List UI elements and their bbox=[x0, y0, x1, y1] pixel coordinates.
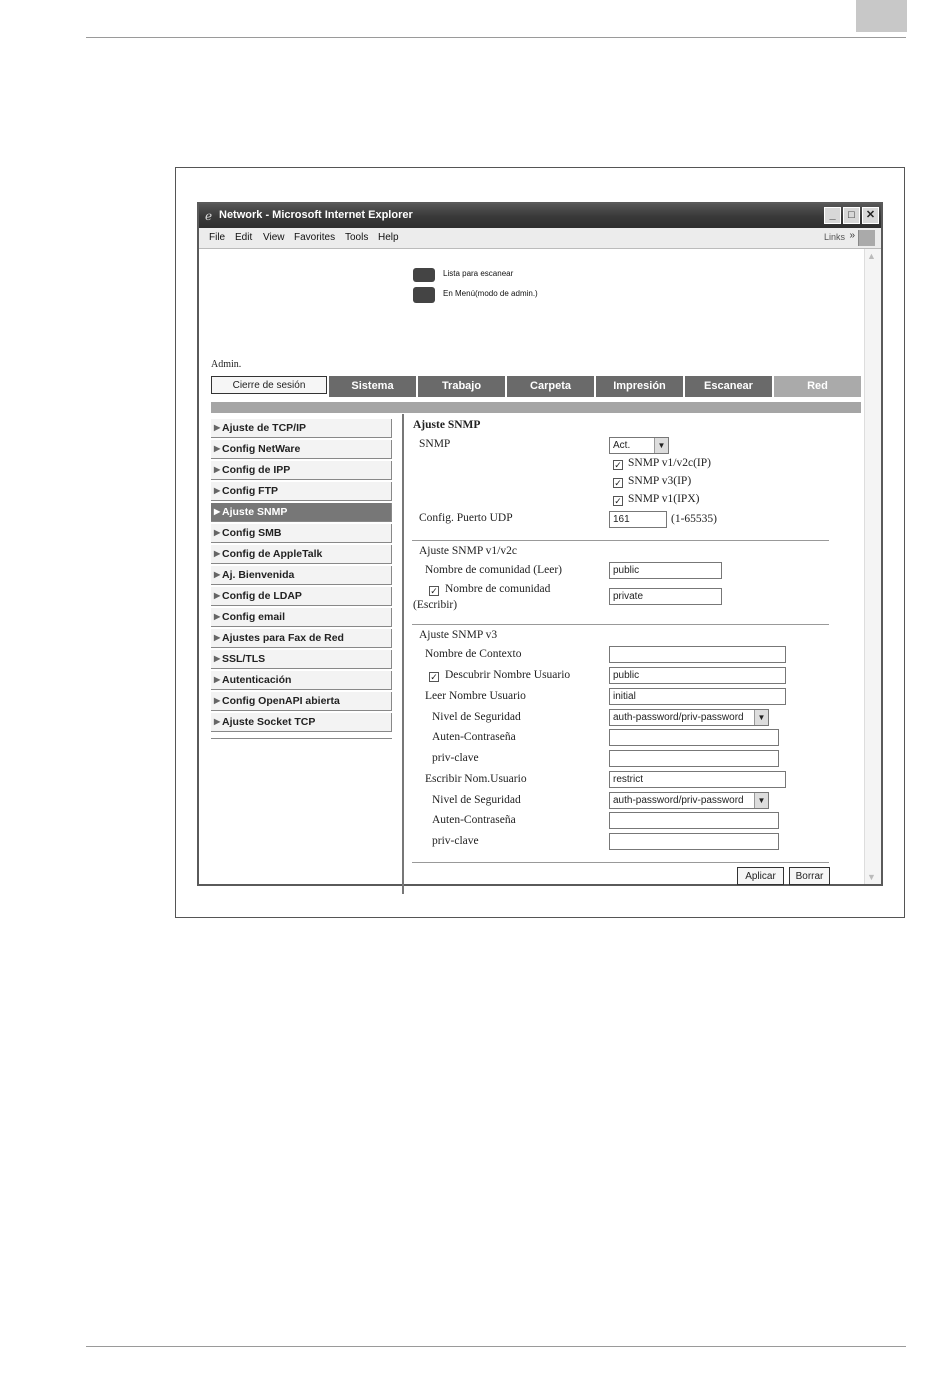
udp-port-range: (1-65535) bbox=[671, 513, 717, 525]
maximize-button[interactable]: □ bbox=[843, 207, 860, 224]
apply-button[interactable]: Aplicar bbox=[737, 867, 784, 885]
tab-red[interactable]: Red bbox=[774, 376, 861, 397]
arrow-icon: ▶ bbox=[214, 612, 221, 621]
browser-window bbox=[197, 202, 883, 886]
security-level-select-2[interactable]: auth-password/priv-password ▼ bbox=[609, 792, 769, 809]
chevron-down-icon: ▼ bbox=[754, 793, 768, 808]
section-divider bbox=[412, 540, 829, 541]
priv-key-input-2[interactable] bbox=[609, 833, 779, 850]
printer-icon bbox=[413, 268, 435, 282]
auth-password-input-2[interactable] bbox=[609, 812, 779, 829]
arrow-icon: ▶ bbox=[214, 654, 221, 663]
sidebar-item-ldap[interactable]: ▶ Config de LDAP bbox=[211, 587, 392, 606]
page-corner-tab bbox=[856, 0, 907, 32]
write-community-input[interactable]: private bbox=[609, 588, 722, 605]
priv-key-input[interactable] bbox=[609, 750, 779, 767]
tab-underline-band bbox=[211, 402, 861, 413]
snmp-select[interactable]: Act. ▼ bbox=[609, 437, 669, 454]
tab-escanear[interactable]: Escanear bbox=[685, 376, 772, 397]
v3-section-title: Ajuste SNMP v3 bbox=[419, 629, 498, 641]
security-level-select[interactable]: auth-password/priv-password ▼ bbox=[609, 709, 769, 726]
tab-sistema[interactable]: Sistema bbox=[329, 376, 416, 397]
sidebar-item-ipp[interactable]: ▶ Config de IPP bbox=[211, 461, 392, 480]
cb-snmp-v1-ipx[interactable]: ✓ bbox=[614, 496, 622, 506]
chevron-down-icon: ▼ bbox=[654, 438, 668, 453]
sidebar-item-socket-tcp[interactable]: ▶ Ajuste Socket TCP bbox=[211, 713, 392, 732]
menu-favorites[interactable]: Favorites bbox=[294, 232, 336, 243]
window-title: Network - Microsoft Internet Explorer bbox=[219, 209, 413, 221]
read-community-label: Nombre de comunidad (Leer) bbox=[425, 564, 562, 576]
arrow-icon: ▶ bbox=[214, 528, 221, 537]
auth-password-label: Auten-Contraseña bbox=[432, 731, 516, 743]
udp-port-label: Config. Puerto UDP bbox=[419, 512, 513, 524]
cb-snmp-v3[interactable]: ✓ bbox=[614, 478, 622, 488]
sidebar-item-ftp[interactable]: ▶ Config FTP bbox=[211, 482, 392, 501]
discover-user-input[interactable]: public bbox=[609, 667, 786, 684]
read-user-label: Leer Nombre Usuario bbox=[425, 690, 526, 702]
form-title: Ajuste SNMP bbox=[413, 419, 481, 431]
arrow-icon: ▶ bbox=[214, 465, 221, 474]
cb-snmp-v1-ipx-label: SNMP v1(IPX) bbox=[628, 493, 700, 505]
discover-user-label: Descubrir Nombre Usuario bbox=[445, 669, 571, 681]
auth-password-input[interactable] bbox=[609, 729, 779, 746]
menu-edit[interactable]: Edit bbox=[235, 232, 253, 243]
minimize-button[interactable]: _ bbox=[824, 207, 841, 224]
context-name-input[interactable] bbox=[609, 646, 786, 663]
security-level-label: Nivel de Seguridad bbox=[432, 711, 521, 723]
chevron-down-icon: ▼ bbox=[754, 710, 768, 725]
sidebar-item-tcpip[interactable]: ▶ Ajuste de TCP/IP bbox=[211, 419, 392, 438]
v1v2c-section-title: Ajuste SNMP v1/v2c bbox=[419, 545, 517, 557]
sidebar-item-snmp[interactable]: ▶ Ajuste SNMP bbox=[211, 503, 392, 522]
clear-button[interactable]: Borrar bbox=[789, 867, 830, 885]
sidebar-item-bienvenida[interactable]: ▶ Aj. Bienvenida bbox=[211, 566, 392, 585]
sidebar-item-openapi[interactable]: ▶ Config OpenAPI abierta bbox=[211, 692, 392, 711]
sidebar-item-email[interactable]: ▶ Config email bbox=[211, 608, 392, 627]
page-content bbox=[199, 249, 865, 884]
arrow-icon: ▶ bbox=[214, 486, 221, 495]
scan-list-link[interactable]: Lista para escanear bbox=[443, 269, 514, 278]
admin-label: Admin. bbox=[211, 359, 242, 370]
arrow-icon: ▶ bbox=[214, 549, 221, 558]
sidebar-item-smb[interactable]: ▶ Config SMB bbox=[211, 524, 392, 543]
tab-trabajo[interactable]: Trabajo bbox=[418, 376, 505, 397]
snmp-label: SNMP bbox=[419, 438, 451, 450]
windows-logo-icon bbox=[858, 230, 875, 246]
read-community-input[interactable]: public bbox=[609, 562, 722, 579]
ie-icon: ℯ bbox=[205, 209, 213, 223]
admin-printer-icon bbox=[413, 287, 435, 303]
menu-view[interactable]: View bbox=[263, 232, 285, 243]
arrow-icon: ▶ bbox=[214, 507, 221, 516]
menu-tools[interactable]: Tools bbox=[345, 232, 369, 243]
sidebar-item-appletalk[interactable]: ▶ Config de AppleTalk bbox=[211, 545, 392, 564]
cb-discover-user[interactable]: ✓ bbox=[430, 672, 438, 682]
arrow-icon: ▶ bbox=[214, 717, 221, 726]
menu-file[interactable]: File bbox=[209, 232, 226, 243]
priv-key-label-2: priv-clave bbox=[432, 835, 479, 847]
logout-button[interactable]: Cierre de sesión bbox=[211, 376, 327, 394]
context-name-label: Nombre de Contexto bbox=[425, 648, 522, 660]
arrow-icon: ▶ bbox=[214, 570, 221, 579]
read-user-input[interactable]: initial bbox=[609, 688, 786, 705]
sidebar-item-netware[interactable]: ▶ Config NetWare bbox=[211, 440, 392, 459]
section-divider bbox=[412, 862, 829, 863]
tab-carpeta[interactable]: Carpeta bbox=[507, 376, 594, 397]
menu-help[interactable]: Help bbox=[378, 232, 399, 243]
vertical-scrollbar[interactable] bbox=[864, 249, 881, 884]
links-label[interactable]: Links bbox=[823, 232, 845, 242]
auth-password-label-2: Auten-Contraseña bbox=[432, 814, 516, 826]
content-divider bbox=[402, 414, 404, 894]
sidebar-divider bbox=[211, 738, 392, 739]
footer-rule bbox=[86, 1346, 906, 1347]
sidebar-item-autenticacion[interactable]: ▶ Autenticación bbox=[211, 671, 392, 690]
sidebar-item-fax-red[interactable]: ▶ Ajustes para Fax de Red bbox=[211, 629, 392, 648]
security-level-label-2: Nivel de Seguridad bbox=[432, 794, 521, 806]
arrow-icon: ▶ bbox=[214, 423, 221, 432]
tab-impresion[interactable]: Impresión bbox=[596, 376, 683, 397]
chevron-icon[interactable]: » bbox=[849, 230, 855, 241]
write-user-input[interactable]: restrict bbox=[609, 771, 786, 788]
write-user-label: Escribir Nom.Usuario bbox=[425, 773, 527, 785]
write-community-label-2: (Escribir) bbox=[413, 599, 458, 611]
arrow-icon: ▶ bbox=[214, 675, 221, 684]
priv-key-label: priv-clave bbox=[432, 752, 479, 764]
close-button[interactable]: ✕ bbox=[862, 207, 879, 224]
cb-write-community[interactable]: ✓ bbox=[430, 586, 438, 596]
title-bar bbox=[199, 204, 881, 228]
arrow-icon: ▶ bbox=[214, 444, 221, 453]
menu-bar bbox=[199, 228, 881, 249]
header-rule bbox=[86, 37, 906, 38]
write-community-label: Nombre de comunidad bbox=[445, 583, 551, 595]
scroll-up-icon[interactable]: ▲ bbox=[867, 251, 876, 261]
cb-snmp-v1v2c[interactable]: ✓ bbox=[614, 460, 622, 470]
arrow-icon: ▶ bbox=[214, 696, 221, 705]
cb-snmp-v1v2c-label: SNMP v1/v2c(IP) bbox=[628, 457, 711, 469]
cb-snmp-v3-label: SNMP v3(IP) bbox=[628, 475, 692, 487]
sidebar-item-ssl-tls[interactable]: ▶ SSL/TLS bbox=[211, 650, 392, 669]
udp-port-input[interactable]: 161 bbox=[609, 511, 667, 528]
section-divider bbox=[412, 624, 829, 625]
arrow-icon: ▶ bbox=[214, 633, 221, 642]
arrow-icon: ▶ bbox=[214, 591, 221, 600]
scroll-down-icon[interactable]: ▼ bbox=[867, 872, 876, 882]
admin-menu-link[interactable]: En Menú(modo de admin.) bbox=[443, 289, 538, 298]
